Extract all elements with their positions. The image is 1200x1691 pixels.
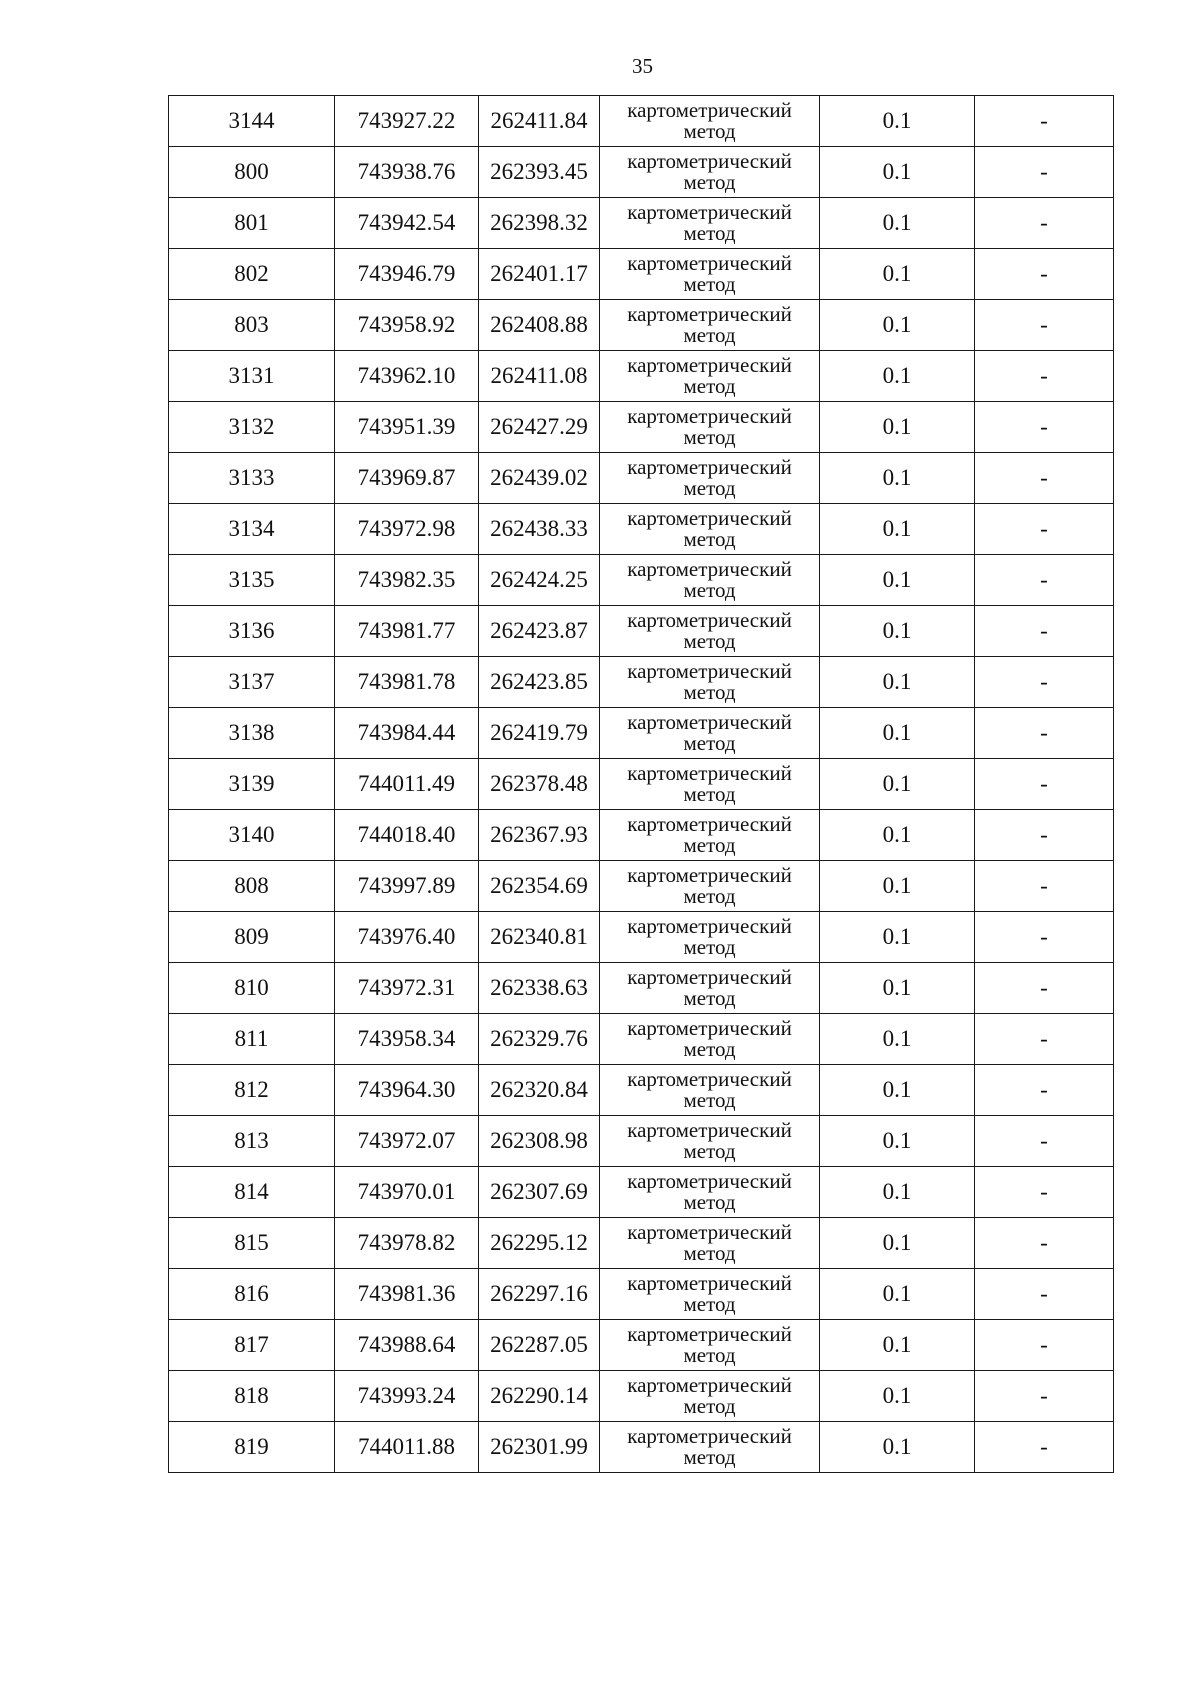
note-cell: - [975, 1065, 1114, 1116]
method-line1: картометрический [627, 965, 792, 989]
method-line2: метод [683, 1139, 736, 1163]
method-line2: метод [683, 680, 736, 704]
accuracy-cell: 0.1 [820, 657, 975, 708]
y-coordinate-cell: 262340.81 [479, 912, 600, 963]
method-cell [600, 147, 820, 198]
y-coordinate-cell: 262308.98 [479, 1116, 600, 1167]
method-cell [600, 504, 820, 555]
point-id-cell: 812 [169, 1065, 335, 1116]
method-line1: картометрический [627, 506, 792, 530]
method-cell [600, 1167, 820, 1218]
method-cell [600, 198, 820, 249]
y-coordinate-cell: 262354.69 [479, 861, 600, 912]
y-coordinate-cell: 262297.16 [479, 1269, 600, 1320]
y-coordinate-cell: 262423.85 [479, 657, 600, 708]
method-line2: метод [683, 731, 736, 755]
x-coordinate-cell: 743969.87 [335, 453, 479, 504]
method-line1: картометрический [627, 1016, 792, 1040]
y-coordinate-cell: 262338.63 [479, 963, 600, 1014]
note-cell: - [975, 1269, 1114, 1320]
x-coordinate-cell: 744018.40 [335, 810, 479, 861]
note-cell: - [975, 1422, 1114, 1473]
accuracy-cell: 0.1 [820, 1065, 975, 1116]
note-cell: - [975, 1218, 1114, 1269]
method-cell [600, 1014, 820, 1065]
point-id-cell: 3138 [169, 708, 335, 759]
table-row [169, 810, 1114, 861]
y-coordinate-cell: 262439.02 [479, 453, 600, 504]
method-line1: картометрический [627, 1067, 792, 1091]
page-number: 35 [632, 54, 653, 78]
method-line2: метод [683, 1088, 736, 1112]
accuracy-cell: 0.1 [820, 1218, 975, 1269]
x-coordinate-cell: 743982.35 [335, 555, 479, 606]
method-line2: метод [683, 782, 736, 806]
point-id-cell: 3133 [169, 453, 335, 504]
method-line1: картометрический [627, 1373, 792, 1397]
coordinates-table [168, 95, 1114, 1473]
point-id-cell: 3132 [169, 402, 335, 453]
method-line1: картометрический [627, 200, 792, 224]
x-coordinate-cell: 743927.22 [335, 96, 479, 147]
accuracy-cell: 0.1 [820, 912, 975, 963]
note-cell: - [975, 198, 1114, 249]
method-cell [600, 1116, 820, 1167]
method-cell [600, 861, 820, 912]
method-line1: картометрический [627, 812, 792, 836]
method-cell [600, 300, 820, 351]
accuracy-cell: 0.1 [820, 1320, 975, 1371]
method-cell [600, 606, 820, 657]
x-coordinate-cell: 743962.10 [335, 351, 479, 402]
method-line2: метод [683, 119, 736, 143]
note-cell: - [975, 249, 1114, 300]
method-line1: картометрический [627, 710, 792, 734]
x-coordinate-cell: 744011.88 [335, 1422, 479, 1473]
accuracy-cell: 0.1 [820, 351, 975, 402]
method-cell [600, 402, 820, 453]
point-id-cell: 3135 [169, 555, 335, 606]
method-line1: картометрический [627, 1118, 792, 1142]
x-coordinate-cell: 744011.49 [335, 759, 479, 810]
accuracy-cell: 0.1 [820, 504, 975, 555]
note-cell: - [975, 504, 1114, 555]
method-line1: картометрический [627, 98, 792, 122]
accuracy-cell: 0.1 [820, 963, 975, 1014]
point-id-cell: 800 [169, 147, 335, 198]
method-line2: метод [683, 986, 736, 1010]
accuracy-cell: 0.1 [820, 300, 975, 351]
table-row [169, 198, 1114, 249]
y-coordinate-cell: 262378.48 [479, 759, 600, 810]
accuracy-cell: 0.1 [820, 1269, 975, 1320]
x-coordinate-cell: 743981.78 [335, 657, 479, 708]
table-row [169, 402, 1114, 453]
x-coordinate-cell: 743988.64 [335, 1320, 479, 1371]
method-line1: картометрический [627, 353, 792, 377]
method-line1: картометрический [627, 404, 792, 428]
table-row [169, 1371, 1114, 1422]
x-coordinate-cell: 743978.82 [335, 1218, 479, 1269]
y-coordinate-cell: 262320.84 [479, 1065, 600, 1116]
table-body [169, 96, 1114, 1473]
table-row [169, 657, 1114, 708]
y-coordinate-cell: 262307.69 [479, 1167, 600, 1218]
method-line2: метод [683, 1394, 736, 1418]
point-id-cell: 816 [169, 1269, 335, 1320]
method-line2: метод [683, 884, 736, 908]
method-cell [600, 657, 820, 708]
method-line1: картометрический [627, 608, 792, 632]
method-line2: метод [683, 170, 736, 194]
accuracy-cell: 0.1 [820, 1116, 975, 1167]
method-cell [600, 708, 820, 759]
table-row [169, 504, 1114, 555]
method-line1: картометрический [627, 1322, 792, 1346]
method-cell [600, 453, 820, 504]
accuracy-cell: 0.1 [820, 606, 975, 657]
point-id-cell: 817 [169, 1320, 335, 1371]
point-id-cell: 815 [169, 1218, 335, 1269]
x-coordinate-cell: 743981.36 [335, 1269, 479, 1320]
table-row [169, 300, 1114, 351]
accuracy-cell: 0.1 [820, 1422, 975, 1473]
accuracy-cell: 0.1 [820, 402, 975, 453]
method-cell [600, 1218, 820, 1269]
y-coordinate-cell: 262438.33 [479, 504, 600, 555]
y-coordinate-cell: 262290.14 [479, 1371, 600, 1422]
method-line2: метод [683, 1037, 736, 1061]
accuracy-cell: 0.1 [820, 198, 975, 249]
method-line1: картометрический [627, 302, 792, 326]
y-coordinate-cell: 262401.17 [479, 249, 600, 300]
y-coordinate-cell: 262411.08 [479, 351, 600, 402]
method-cell [600, 1065, 820, 1116]
note-cell: - [975, 759, 1114, 810]
point-id-cell: 3139 [169, 759, 335, 810]
point-id-cell: 810 [169, 963, 335, 1014]
table-row [169, 1014, 1114, 1065]
note-cell: - [975, 351, 1114, 402]
method-line2: метод [683, 935, 736, 959]
point-id-cell: 3131 [169, 351, 335, 402]
point-id-cell: 3140 [169, 810, 335, 861]
note-cell: - [975, 402, 1114, 453]
method-cell [600, 963, 820, 1014]
note-cell: - [975, 453, 1114, 504]
point-id-cell: 802 [169, 249, 335, 300]
point-id-cell: 803 [169, 300, 335, 351]
table-row [169, 1065, 1114, 1116]
point-id-cell: 3136 [169, 606, 335, 657]
accuracy-cell: 0.1 [820, 249, 975, 300]
method-line1: картометрический [627, 1169, 792, 1193]
x-coordinate-cell: 743946.79 [335, 249, 479, 300]
point-id-cell: 819 [169, 1422, 335, 1473]
table-row [169, 759, 1114, 810]
method-line2: метод [683, 425, 736, 449]
table-row [169, 555, 1114, 606]
method-line1: картометрический [627, 455, 792, 479]
method-cell [600, 912, 820, 963]
y-coordinate-cell: 262408.88 [479, 300, 600, 351]
method-cell [600, 351, 820, 402]
note-cell: - [975, 300, 1114, 351]
method-line2: метод [683, 272, 736, 296]
point-id-cell: 808 [169, 861, 335, 912]
method-line2: метод [683, 221, 736, 245]
method-line1: картометрический [627, 149, 792, 173]
method-line2: метод [683, 323, 736, 347]
table-row [169, 861, 1114, 912]
note-cell: - [975, 861, 1114, 912]
point-id-cell: 809 [169, 912, 335, 963]
x-coordinate-cell: 743951.39 [335, 402, 479, 453]
y-coordinate-cell: 262393.45 [479, 147, 600, 198]
point-id-cell: 814 [169, 1167, 335, 1218]
method-line1: картометрический [627, 557, 792, 581]
x-coordinate-cell: 743993.24 [335, 1371, 479, 1422]
x-coordinate-cell: 743981.77 [335, 606, 479, 657]
accuracy-cell: 0.1 [820, 147, 975, 198]
method-line2: метод [683, 374, 736, 398]
table-row [169, 147, 1114, 198]
note-cell: - [975, 912, 1114, 963]
table-row [169, 1218, 1114, 1269]
note-cell: - [975, 963, 1114, 1014]
y-coordinate-cell: 262398.32 [479, 198, 600, 249]
method-line1: картометрический [627, 1271, 792, 1295]
table-row [169, 963, 1114, 1014]
note-cell: - [975, 1371, 1114, 1422]
y-coordinate-cell: 262301.99 [479, 1422, 600, 1473]
point-id-cell: 3137 [169, 657, 335, 708]
note-cell: - [975, 1320, 1114, 1371]
accuracy-cell: 0.1 [820, 555, 975, 606]
x-coordinate-cell: 743970.01 [335, 1167, 479, 1218]
accuracy-cell: 0.1 [820, 759, 975, 810]
x-coordinate-cell: 743964.30 [335, 1065, 479, 1116]
method-cell [600, 249, 820, 300]
point-id-cell: 3144 [169, 96, 335, 147]
accuracy-cell: 0.1 [820, 1167, 975, 1218]
x-coordinate-cell: 743984.44 [335, 708, 479, 759]
note-cell: - [975, 708, 1114, 759]
x-coordinate-cell: 743972.07 [335, 1116, 479, 1167]
y-coordinate-cell: 262295.12 [479, 1218, 600, 1269]
accuracy-cell: 0.1 [820, 453, 975, 504]
table-row [169, 96, 1114, 147]
table-row [169, 1167, 1114, 1218]
accuracy-cell: 0.1 [820, 1014, 975, 1065]
note-cell: - [975, 657, 1114, 708]
method-cell [600, 759, 820, 810]
note-cell: - [975, 1014, 1114, 1065]
method-line2: метод [683, 578, 736, 602]
table-row [169, 606, 1114, 657]
y-coordinate-cell: 262367.93 [479, 810, 600, 861]
note-cell: - [975, 810, 1114, 861]
method-line2: метод [683, 629, 736, 653]
method-line2: метод [683, 1445, 736, 1469]
table-row [169, 1116, 1114, 1167]
accuracy-cell: 0.1 [820, 708, 975, 759]
accuracy-cell: 0.1 [820, 810, 975, 861]
note-cell: - [975, 555, 1114, 606]
method-line2: метод [683, 1292, 736, 1316]
y-coordinate-cell: 262424.25 [479, 555, 600, 606]
x-coordinate-cell: 743972.98 [335, 504, 479, 555]
method-line2: метод [683, 833, 736, 857]
table-row [169, 1422, 1114, 1473]
method-line1: картометрический [627, 863, 792, 887]
method-line2: метод [683, 1190, 736, 1214]
y-coordinate-cell: 262419.79 [479, 708, 600, 759]
point-id-cell: 811 [169, 1014, 335, 1065]
method-line2: метод [683, 1343, 736, 1367]
table-row [169, 453, 1114, 504]
table-row [169, 912, 1114, 963]
note-cell: - [975, 1116, 1114, 1167]
method-line2: метод [683, 527, 736, 551]
y-coordinate-cell: 262427.29 [479, 402, 600, 453]
x-coordinate-cell: 743972.31 [335, 963, 479, 1014]
note-cell: - [975, 96, 1114, 147]
point-id-cell: 801 [169, 198, 335, 249]
method-cell [600, 555, 820, 606]
method-line1: картометрический [627, 659, 792, 683]
table-row [169, 351, 1114, 402]
accuracy-cell: 0.1 [820, 96, 975, 147]
method-cell [600, 96, 820, 147]
note-cell: - [975, 1167, 1114, 1218]
x-coordinate-cell: 743938.76 [335, 147, 479, 198]
table-row [169, 708, 1114, 759]
method-cell [600, 1371, 820, 1422]
note-cell: - [975, 606, 1114, 657]
table-row [169, 249, 1114, 300]
method-line1: картометрический [627, 251, 792, 275]
method-line1: картометрический [627, 914, 792, 938]
method-line1: картометрический [627, 1220, 792, 1244]
point-id-cell: 813 [169, 1116, 335, 1167]
point-id-cell: 818 [169, 1371, 335, 1422]
method-line2: метод [683, 1241, 736, 1265]
y-coordinate-cell: 262329.76 [479, 1014, 600, 1065]
method-line2: метод [683, 476, 736, 500]
method-cell [600, 1269, 820, 1320]
method-cell [600, 1320, 820, 1371]
x-coordinate-cell: 743976.40 [335, 912, 479, 963]
x-coordinate-cell: 743997.89 [335, 861, 479, 912]
y-coordinate-cell: 262423.87 [479, 606, 600, 657]
method-cell [600, 810, 820, 861]
point-id-cell: 3134 [169, 504, 335, 555]
y-coordinate-cell: 262411.84 [479, 96, 600, 147]
note-cell: - [975, 147, 1114, 198]
table-row [169, 1269, 1114, 1320]
x-coordinate-cell: 743942.54 [335, 198, 479, 249]
x-coordinate-cell: 743958.34 [335, 1014, 479, 1065]
method-cell [600, 1422, 820, 1473]
method-line1: картометрический [627, 761, 792, 785]
accuracy-cell: 0.1 [820, 861, 975, 912]
x-coordinate-cell: 743958.92 [335, 300, 479, 351]
accuracy-cell: 0.1 [820, 1371, 975, 1422]
table-row [169, 1320, 1114, 1371]
method-line1: картометрический [627, 1424, 792, 1448]
y-coordinate-cell: 262287.05 [479, 1320, 600, 1371]
